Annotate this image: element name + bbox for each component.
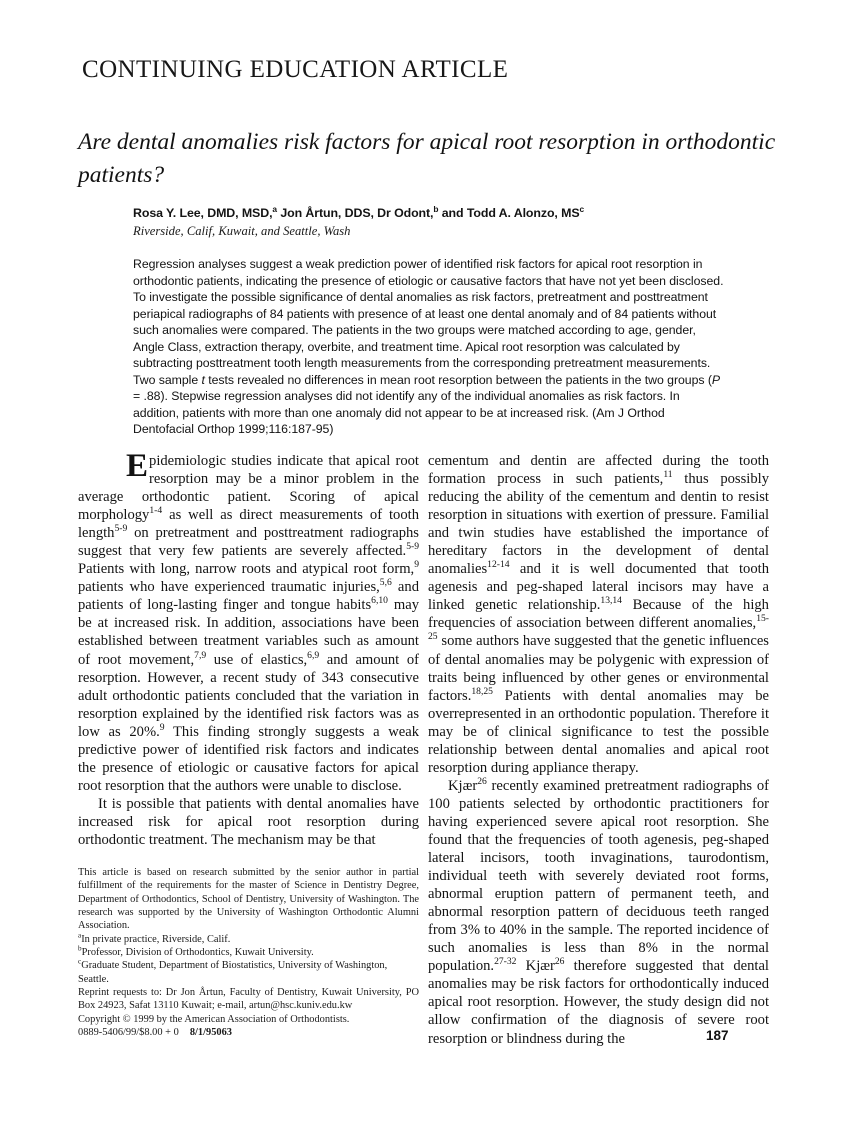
paragraph: It is possible that patients with dental anomalies have increased risk for apical root resorption during orthodontic treatment. The mechanism may be that — [78, 795, 419, 848]
abstract: Regression analyses suggest a weak prediction power of identified risk factors for apical root resorption in orthodontic patients, indicating the presence of etiologic or causative factors that have not yet been disclosed. To investigate the possible significance of dental anomalies as risk factors, pretreatment and posttreatment periapical radiographs of 84 patients with presence of at least one dental anomaly and of 84 patients without such anomalies were compared. The patients in the two groups were matched according to age, gender, Angle Class, extraction therapy, overbite, and treatment time. Apical root resorption was calculated by subtracting posttreatment tooth length measurements from the corresponding pretreatment measurements. Two sample t tests revealed no differences in mean root resorption between the patients in the two groups (P = .88). Stepwise regression analyses did not identify any of the individual anomalies as risk factors. In addition, patients with more than one anomaly did not appear to be at increased risk. (Am J Orthod Dentofacial Orthop 1999;116:187-95) — [133, 257, 724, 437]
paragraph-text: pidemiologic studies indicate that apical root resorption may be a minor problem in the average orthodontic patient. Scoring of apical morphology$^{1-4}$ as well as direct measurements of tooth length$^{5-9}$ on pretreatment and posttreatment radiographs suggest that very few patients are severely affected.$^{5-9}$ Patients with long, narrow roots and atypical root form,$^9$ patients who have experienced traumatic injuries,$^{5,6}$ and patients of long-lasting finger and tongue habits$^{6,10}$ may be at increased risk. In addition, associations have been established between treatment variables such as amount of root movement,$^{7,9}$ use of elastics,$^{6,9}$ and amount of resorption. However, a recent study of 343 consecutive adult orthodontic patients concluded that the variation in resorption explained by the identified risk factors was as low as 20%.$^9$ This finding strongly suggests a weak predictive power of identified risk factors and indicates the presence of etiologic or causative factors for apical root resorption that the authors were unable to disclose. — [78, 453, 420, 794]
paragraph — [78, 448, 420, 795]
section-heading: CONTINUING EDUCATION ARTICLE — [82, 56, 509, 83]
footnote-line: Reprint requests to: Dr Jon Årtun, Faculty of Dentistry, Kuwait University, PO Box 24923, Safat 13110 Kuwait; e-mail, artun@hsc.kuniv.edu.kw — [78, 987, 419, 1012]
drop-cap: E — [126, 448, 149, 484]
footnote-line: $^c$Graduate Student, Department of Biostatistics, University of Washington, Seattle. — [78, 957, 388, 985]
footnote-line: $^a$In private practice, Riverside, Calif. — [78, 931, 231, 945]
footnote-line: Copyright © 1999 by the American Association of Orthodontists. — [78, 1013, 350, 1025]
body-column-right — [428, 452, 769, 1048]
author-affiliations: Riverside, Calif, Kuwait, and Seattle, Wash — [133, 224, 351, 238]
footnote-line: 0889-5406/99/$8.00 + 0 8/1/95063 — [78, 1027, 232, 1039]
paragraph: cementum and dentin are affected during the tooth formation process in such patients,$^{11}$ thus possibly reducing the ability of the cementum and dentin to resist resorption in situations with exertion of pressure. Familial and twin studies have established the importance of hereditary factors in the development of dental anomalies$^{12-14}$ and it is well documented that tooth agenesis and peg-shaped lateral incisors may have a linked genetic relationship.$^{13,14}$ Because of the high frequencies of association between different anomalies,$^{15-25}$ some authors have suggested that the genetic influences of dental anomalies may be polygenic with expression of traits being influenced by other genes or environmental factors.$^{18,25}$ Patients with dental anomalies may be overrepresented in an orthodontic population. Therefore it may be of clinical significance to test the possible relationship between dental anomalies and apical root resorption during appliance therapy. — [428, 453, 769, 776]
body-column-left — [78, 448, 420, 849]
article-title: Are dental anomalies risk factors for apical root resorption in orthodontic patients? — [78, 128, 776, 188]
footnote-block — [78, 866, 419, 1039]
paragraph: Kjær$^{26}$ recently examined pretreatment radiographs of 100 patients selected by orthodontic practitioners for having experienced severe apical root resorption. She found that the frequencies of tooth agenesis, peg-shaped lateral incisors, tooth invaginations, taurodontism, individual teeth with severely deviated root forms, abnormal eruption pattern of permanent teeth, and abnormal resorption pattern of deciduous teeth ranged from 3% to 40% in the sample. The reported incidence of such anomalies is less than 8% in the normal population.$^{27-32}$ Kjær$^{26}$ therefore suggested that dental anomalies may be risk factors for orthodontically induced apical root resorption. However, the study design did not allow confirmation of the diagnosis of severe root resorption or blindness during the — [428, 775, 769, 1047]
author-list: Rosa Y. Lee, DMD, MSD,$^a$ Jon Årtun, DDS, Dr Odont,$^b$ and Todd A. Alonzo, $MS^c$ — [133, 204, 585, 221]
footnote-line: This article is based on research submitted by the senior author in partial fulfillment of the requirements for the master of Science in Dentistry Degree, Department of Orthodontics, School of Dentistry, University of Washington. The research was supported by the University of Washington Orthodontic Alumni Association. — [78, 867, 419, 932]
footnote-line: $^b$Professor, Division of Orthodontics, Kuwait University. — [78, 944, 314, 959]
page-number: 187 — [706, 1028, 729, 1043]
